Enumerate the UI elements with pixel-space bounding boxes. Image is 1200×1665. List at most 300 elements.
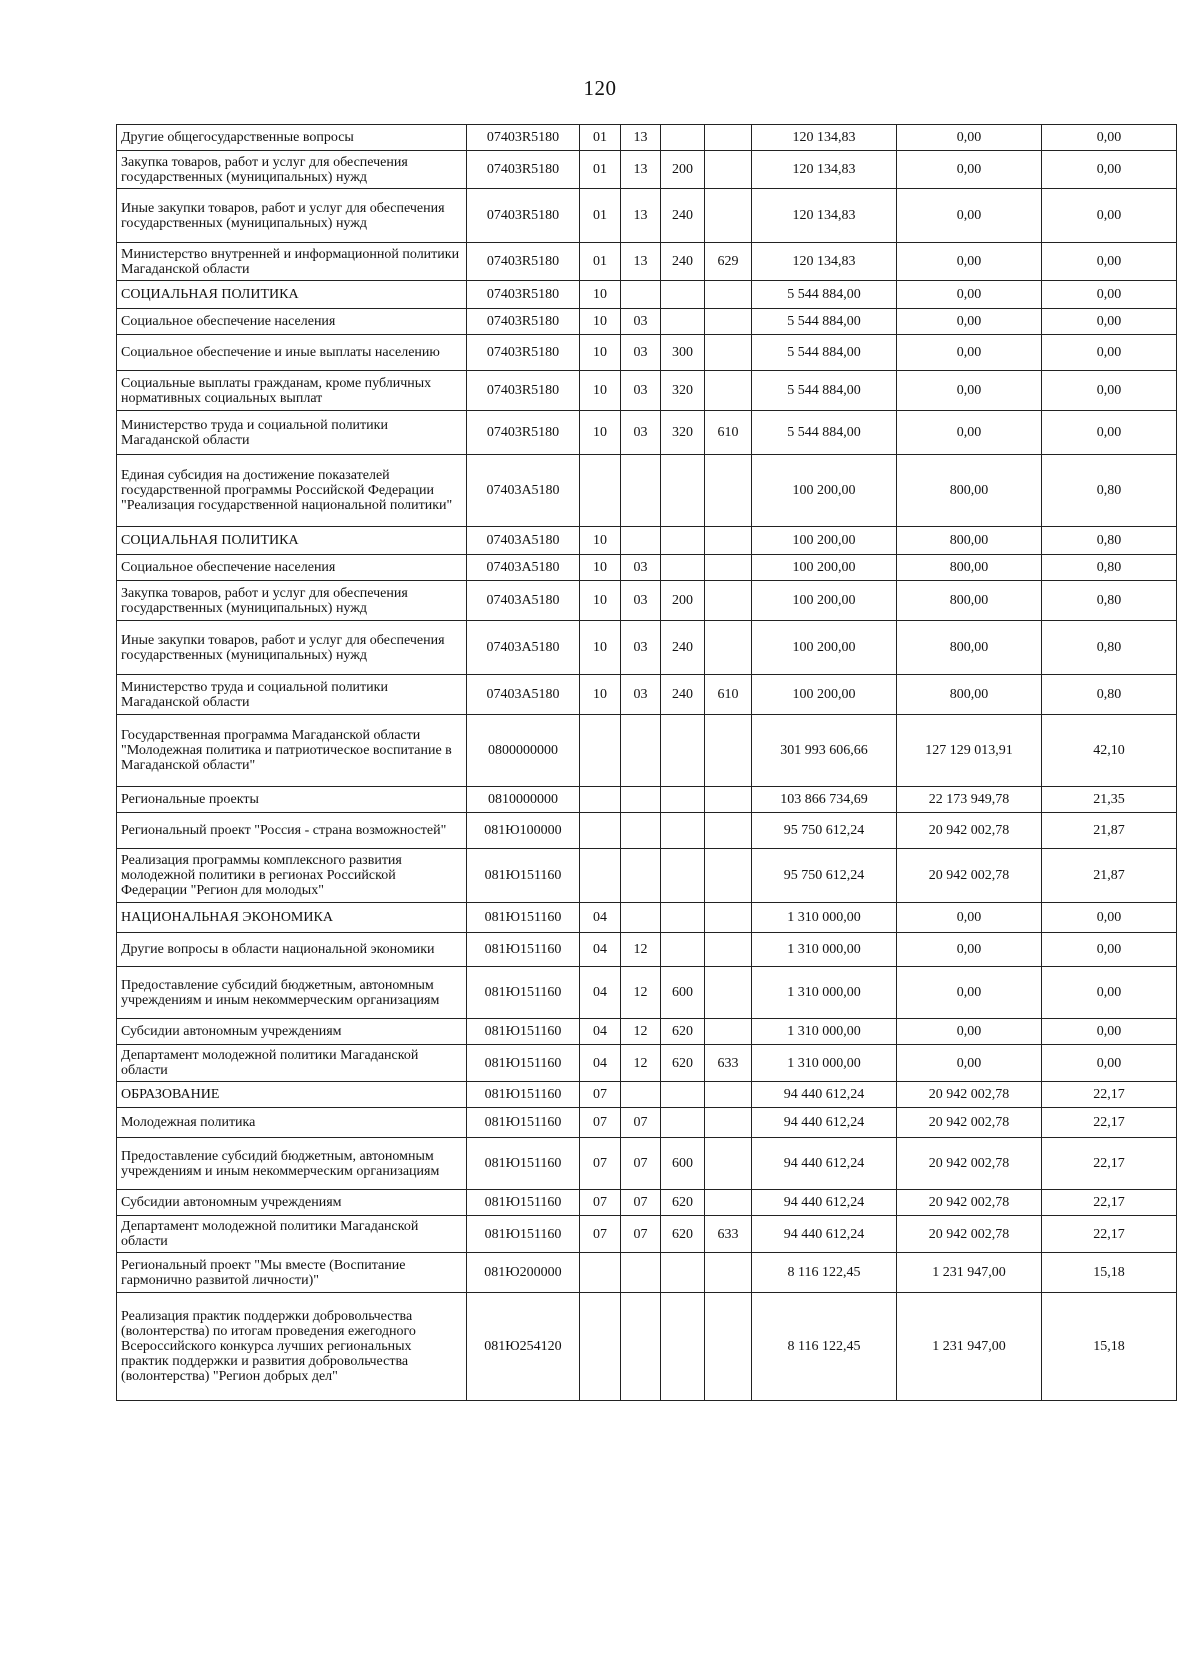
section-code: [580, 813, 621, 849]
administrator-code: [705, 455, 752, 527]
row-name: Региональный проект "Мы вместе (Воспитание гармонично развитой личности)": [117, 1253, 467, 1293]
section-code: [580, 1293, 621, 1401]
expense-type-code: 320: [661, 411, 705, 455]
subsection-code: [621, 813, 661, 849]
administrator-code: [705, 125, 752, 151]
subsection-code: 03: [621, 371, 661, 411]
table-row: [117, 787, 1177, 813]
execution-percent: 21,35: [1042, 787, 1177, 813]
execution-percent: 0,00: [1042, 125, 1177, 151]
row-name: Социальное обеспечение населения: [117, 309, 467, 335]
execution-percent: 21,87: [1042, 849, 1177, 903]
row-name: Предоставление субсидий бюджетным, автономным учреждениям и иным некоммерческим организациям: [117, 967, 467, 1019]
subsection-code: 07: [621, 1190, 661, 1216]
subsection-code: [621, 715, 661, 787]
section-code: 07: [580, 1190, 621, 1216]
row-name: Субсидии автономным учреждениям: [117, 1190, 467, 1216]
table-row: [117, 243, 1177, 281]
executed-amount: 0,00: [897, 309, 1042, 335]
target-code: 07403A5180: [467, 581, 580, 621]
row-name: Министерство труда и социальной политики Магаданской области: [117, 411, 467, 455]
executed-amount: 0,00: [897, 335, 1042, 371]
executed-amount: 800,00: [897, 675, 1042, 715]
executed-amount: 20 942 002,78: [897, 1138, 1042, 1190]
row-name: Закупка товаров, работ и услуг для обеспечения государственных (муниципальных) нужд: [117, 151, 467, 189]
target-code: 07403R5180: [467, 371, 580, 411]
execution-percent: 0,80: [1042, 675, 1177, 715]
administrator-code: [705, 335, 752, 371]
table-row: [117, 189, 1177, 243]
administrator-code: 629: [705, 243, 752, 281]
section-code: 01: [580, 189, 621, 243]
expense-type-code: [661, 281, 705, 309]
approved-amount: 100 200,00: [752, 455, 897, 527]
expense-type-code: [661, 715, 705, 787]
expense-type-code: 620: [661, 1216, 705, 1253]
target-code: 07403A5180: [467, 527, 580, 555]
executed-amount: 0,00: [897, 281, 1042, 309]
target-code: 081Ю151160: [467, 933, 580, 967]
expense-type-code: 620: [661, 1045, 705, 1082]
expense-type-code: 240: [661, 621, 705, 675]
table-row: [117, 1293, 1177, 1401]
target-code: 07403A5180: [467, 555, 580, 581]
approved-amount: 8 116 122,45: [752, 1293, 897, 1401]
execution-percent: 0,00: [1042, 281, 1177, 309]
administrator-code: [705, 1253, 752, 1293]
executed-amount: 20 942 002,78: [897, 1108, 1042, 1138]
approved-amount: 100 200,00: [752, 675, 897, 715]
execution-percent: 0,80: [1042, 455, 1177, 527]
approved-amount: 1 310 000,00: [752, 1019, 897, 1045]
administrator-code: [705, 1138, 752, 1190]
table-row: [117, 411, 1177, 455]
subsection-code: [621, 849, 661, 903]
expense-type-code: 300: [661, 335, 705, 371]
section-code: 04: [580, 967, 621, 1019]
subsection-code: 03: [621, 675, 661, 715]
expense-type-code: 200: [661, 151, 705, 189]
subsection-code: [621, 787, 661, 813]
subsection-code: 13: [621, 189, 661, 243]
table-row: [117, 281, 1177, 309]
table-row: [117, 1216, 1177, 1253]
executed-amount: 20 942 002,78: [897, 813, 1042, 849]
executed-amount: 0,00: [897, 933, 1042, 967]
approved-amount: 103 866 734,69: [752, 787, 897, 813]
subsection-code: [621, 281, 661, 309]
administrator-code: [705, 849, 752, 903]
administrator-code: [705, 933, 752, 967]
expense-type-code: [661, 903, 705, 933]
row-name: Региональные проекты: [117, 787, 467, 813]
subsection-code: [621, 1253, 661, 1293]
approved-amount: 1 310 000,00: [752, 967, 897, 1019]
execution-percent: 0,00: [1042, 371, 1177, 411]
table-row: [117, 621, 1177, 675]
expense-type-code: [661, 455, 705, 527]
section-code: 10: [580, 371, 621, 411]
row-name: Иные закупки товаров, работ и услуг для обеспечения государственных (муниципальных) нужд: [117, 621, 467, 675]
row-name: Социальные выплаты гражданам, кроме публичных нормативных социальных выплат: [117, 371, 467, 411]
execution-percent: 0,80: [1042, 555, 1177, 581]
executed-amount: 0,00: [897, 125, 1042, 151]
section-code: 01: [580, 125, 621, 151]
executed-amount: 0,00: [897, 1045, 1042, 1082]
execution-percent: 0,00: [1042, 903, 1177, 933]
approved-amount: 100 200,00: [752, 621, 897, 675]
execution-percent: 0,80: [1042, 527, 1177, 555]
target-code: 07403R5180: [467, 151, 580, 189]
approved-amount: 94 440 612,24: [752, 1108, 897, 1138]
target-code: 081Ю151160: [467, 1082, 580, 1108]
row-name: Социальное обеспечение и иные выплаты населению: [117, 335, 467, 371]
section-code: [580, 787, 621, 813]
row-name: Другие общегосударственные вопросы: [117, 125, 467, 151]
execution-percent: 0,00: [1042, 189, 1177, 243]
expense-type-code: [661, 1108, 705, 1138]
section-code: 01: [580, 151, 621, 189]
approved-amount: 95 750 612,24: [752, 849, 897, 903]
row-name: ОБРАЗОВАНИЕ: [117, 1082, 467, 1108]
administrator-code: [705, 903, 752, 933]
administrator-code: [705, 1293, 752, 1401]
administrator-code: [705, 1082, 752, 1108]
target-code: 081Ю151160: [467, 849, 580, 903]
administrator-code: [705, 309, 752, 335]
row-name: Другие вопросы в области национальной экономики: [117, 933, 467, 967]
table-row: [117, 151, 1177, 189]
executed-amount: 800,00: [897, 581, 1042, 621]
table-row: [117, 1045, 1177, 1082]
section-code: 10: [580, 555, 621, 581]
executed-amount: 22 173 949,78: [897, 787, 1042, 813]
section-code: 04: [580, 1019, 621, 1045]
executed-amount: 20 942 002,78: [897, 1190, 1042, 1216]
expense-type-code: [661, 555, 705, 581]
section-code: [580, 849, 621, 903]
row-name: Социальное обеспечение населения: [117, 555, 467, 581]
page-number: 120: [583, 76, 617, 100]
subsection-code: 13: [621, 243, 661, 281]
expense-type-code: 200: [661, 581, 705, 621]
row-name: Иные закупки товаров, работ и услуг для обеспечения государственных (муниципальных) нужд: [117, 189, 467, 243]
row-name: Предоставление субсидий бюджетным, автономным учреждениям и иным некоммерческим организациям: [117, 1138, 467, 1190]
target-code: 07403R5180: [467, 189, 580, 243]
table-row: [117, 849, 1177, 903]
target-code: 0810000000: [467, 787, 580, 813]
table-row: [117, 1108, 1177, 1138]
section-code: 07: [580, 1108, 621, 1138]
administrator-code: [705, 813, 752, 849]
target-code: 081Ю151160: [467, 1138, 580, 1190]
administrator-code: [705, 1190, 752, 1216]
subsection-code: 03: [621, 621, 661, 675]
target-code: 081Ю254120: [467, 1293, 580, 1401]
row-name: Государственная программа Магаданской области "Молодежная политика и патриотическое воспитание в Магаданской области": [117, 715, 467, 787]
approved-amount: 1 310 000,00: [752, 903, 897, 933]
subsection-code: 12: [621, 967, 661, 1019]
target-code: 07403A5180: [467, 455, 580, 527]
execution-percent: 22,17: [1042, 1138, 1177, 1190]
executed-amount: 0,00: [897, 371, 1042, 411]
table-row: [117, 555, 1177, 581]
approved-amount: 5 544 884,00: [752, 335, 897, 371]
expense-type-code: [661, 125, 705, 151]
subsection-code: 13: [621, 125, 661, 151]
row-name: СОЦИАЛЬНАЯ ПОЛИТИКА: [117, 281, 467, 309]
target-code: 0800000000: [467, 715, 580, 787]
section-code: 10: [580, 621, 621, 675]
execution-percent: 22,17: [1042, 1216, 1177, 1253]
section-code: 01: [580, 243, 621, 281]
expense-type-code: 240: [661, 189, 705, 243]
target-code: 07403R5180: [467, 125, 580, 151]
section-code: 10: [580, 335, 621, 371]
table-row: [117, 903, 1177, 933]
target-code: 07403R5180: [467, 281, 580, 309]
target-code: 081Ю151160: [467, 1108, 580, 1138]
approved-amount: 94 440 612,24: [752, 1138, 897, 1190]
section-code: 10: [580, 581, 621, 621]
execution-percent: 22,17: [1042, 1108, 1177, 1138]
table-row: [117, 581, 1177, 621]
executed-amount: 0,00: [897, 967, 1042, 1019]
row-name: Департамент молодежной политики Магаданской области: [117, 1216, 467, 1253]
subsection-code: 12: [621, 1019, 661, 1045]
row-name: НАЦИОНАЛЬНАЯ ЭКОНОМИКА: [117, 903, 467, 933]
approved-amount: 120 134,83: [752, 189, 897, 243]
row-name: Министерство труда и социальной политики Магаданской области: [117, 675, 467, 715]
target-code: 07403R5180: [467, 243, 580, 281]
administrator-code: [705, 1108, 752, 1138]
table-row: [117, 715, 1177, 787]
expense-type-code: [661, 849, 705, 903]
table-row: [117, 1019, 1177, 1045]
subsection-code: 03: [621, 555, 661, 581]
approved-amount: 94 440 612,24: [752, 1082, 897, 1108]
execution-percent: 0,00: [1042, 967, 1177, 1019]
section-code: [580, 455, 621, 527]
section-code: 07: [580, 1216, 621, 1253]
table-row: [117, 1190, 1177, 1216]
row-name: Министерство внутренней и информационной политики Магаданской области: [117, 243, 467, 281]
executed-amount: 20 942 002,78: [897, 1082, 1042, 1108]
execution-percent: 15,18: [1042, 1293, 1177, 1401]
executed-amount: 800,00: [897, 621, 1042, 675]
execution-percent: 42,10: [1042, 715, 1177, 787]
table-row: [117, 967, 1177, 1019]
section-code: 04: [580, 903, 621, 933]
approved-amount: 100 200,00: [752, 527, 897, 555]
executed-amount: 1 231 947,00: [897, 1293, 1042, 1401]
executed-amount: 20 942 002,78: [897, 1216, 1042, 1253]
execution-percent: 0,80: [1042, 621, 1177, 675]
administrator-code: [705, 581, 752, 621]
execution-percent: 21,87: [1042, 813, 1177, 849]
approved-amount: 1 310 000,00: [752, 933, 897, 967]
target-code: 081Ю200000: [467, 1253, 580, 1293]
administrator-code: [705, 281, 752, 309]
target-code: 081Ю151160: [467, 1190, 580, 1216]
target-code: 07403A5180: [467, 621, 580, 675]
section-code: 10: [580, 309, 621, 335]
administrator-code: 610: [705, 411, 752, 455]
executed-amount: 0,00: [897, 1019, 1042, 1045]
subsection-code: 03: [621, 411, 661, 455]
subsection-code: 12: [621, 1045, 661, 1082]
subsection-code: [621, 903, 661, 933]
execution-percent: 0,00: [1042, 243, 1177, 281]
approved-amount: 1 310 000,00: [752, 1045, 897, 1082]
expense-type-code: 620: [661, 1190, 705, 1216]
target-code: 081Ю151160: [467, 903, 580, 933]
approved-amount: 5 544 884,00: [752, 309, 897, 335]
expense-type-code: 240: [661, 675, 705, 715]
executed-amount: 20 942 002,78: [897, 849, 1042, 903]
subsection-code: 07: [621, 1216, 661, 1253]
section-code: 07: [580, 1082, 621, 1108]
row-name: Департамент молодежной политики Магаданской области: [117, 1045, 467, 1082]
table-row: [117, 371, 1177, 411]
administrator-code: [705, 715, 752, 787]
section-code: 07: [580, 1138, 621, 1190]
executed-amount: 0,00: [897, 903, 1042, 933]
approved-amount: 94 440 612,24: [752, 1190, 897, 1216]
execution-percent: 0,00: [1042, 1045, 1177, 1082]
target-code: 081Ю151160: [467, 1045, 580, 1082]
table-row: [117, 675, 1177, 715]
execution-percent: 0,00: [1042, 411, 1177, 455]
section-code: [580, 1253, 621, 1293]
administrator-code: [705, 967, 752, 1019]
execution-percent: 0,80: [1042, 581, 1177, 621]
administrator-code: 610: [705, 675, 752, 715]
approved-amount: 5 544 884,00: [752, 371, 897, 411]
administrator-code: [705, 189, 752, 243]
administrator-code: [705, 151, 752, 189]
subsection-code: [621, 455, 661, 527]
table-body: [117, 125, 1177, 1401]
administrator-code: 633: [705, 1216, 752, 1253]
expense-type-code: [661, 787, 705, 813]
expense-type-code: [661, 933, 705, 967]
subsection-code: 03: [621, 335, 661, 371]
row-name: Реализация программы комплексного развития молодежной политики в регионах Российской Федерации "Регион для молодых": [117, 849, 467, 903]
row-name: Субсидии автономным учреждениям: [117, 1019, 467, 1045]
administrator-code: [705, 555, 752, 581]
execution-percent: 22,17: [1042, 1082, 1177, 1108]
executed-amount: 800,00: [897, 555, 1042, 581]
target-code: 07403R5180: [467, 411, 580, 455]
executed-amount: 800,00: [897, 527, 1042, 555]
execution-percent: 0,00: [1042, 309, 1177, 335]
expense-type-code: 620: [661, 1019, 705, 1045]
administrator-code: [705, 787, 752, 813]
table-row: [117, 1138, 1177, 1190]
target-code: 081Ю151160: [467, 1216, 580, 1253]
section-code: [580, 715, 621, 787]
executed-amount: 0,00: [897, 151, 1042, 189]
target-code: 07403R5180: [467, 335, 580, 371]
target-code: 081Ю151160: [467, 967, 580, 1019]
approved-amount: 8 116 122,45: [752, 1253, 897, 1293]
execution-percent: 0,00: [1042, 335, 1177, 371]
row-name: СОЦИАЛЬНАЯ ПОЛИТИКА: [117, 527, 467, 555]
table-row: [117, 527, 1177, 555]
administrator-code: [705, 527, 752, 555]
approved-amount: 94 440 612,24: [752, 1216, 897, 1253]
subsection-code: 03: [621, 309, 661, 335]
table-row: [117, 455, 1177, 527]
execution-percent: 0,00: [1042, 933, 1177, 967]
executed-amount: 127 129 013,91: [897, 715, 1042, 787]
executed-amount: 0,00: [897, 411, 1042, 455]
expense-type-code: [661, 527, 705, 555]
table-row: [117, 309, 1177, 335]
expense-type-code: 240: [661, 243, 705, 281]
approved-amount: 5 544 884,00: [752, 281, 897, 309]
expense-type-code: [661, 813, 705, 849]
approved-amount: 5 544 884,00: [752, 411, 897, 455]
approved-amount: 120 134,83: [752, 243, 897, 281]
row-name: Единая субсидия на достижение показателей государственной программы Российской Федерации "Реализация государственной национальной политики": [117, 455, 467, 527]
approved-amount: 301 993 606,66: [752, 715, 897, 787]
section-code: 10: [580, 411, 621, 455]
executed-amount: 800,00: [897, 455, 1042, 527]
approved-amount: 100 200,00: [752, 581, 897, 621]
expense-type-code: [661, 1082, 705, 1108]
executed-amount: 0,00: [897, 243, 1042, 281]
expense-type-code: [661, 309, 705, 335]
table-row: [117, 335, 1177, 371]
approved-amount: 100 200,00: [752, 555, 897, 581]
approved-amount: 120 134,83: [752, 125, 897, 151]
expense-type-code: [661, 1293, 705, 1401]
approved-amount: 95 750 612,24: [752, 813, 897, 849]
table-row: [117, 933, 1177, 967]
table-row: [117, 1253, 1177, 1293]
table-row: [117, 1082, 1177, 1108]
subsection-code: 07: [621, 1108, 661, 1138]
row-name: Закупка товаров, работ и услуг для обеспечения государственных (муниципальных) нужд: [117, 581, 467, 621]
section-code: 10: [580, 527, 621, 555]
table-row: [117, 125, 1177, 151]
row-name: Реализация практик поддержки добровольчества (волонтерства) по итогам проведения ежегодного Всероссийского конкурса лучших региональных практик поддержки и развития добровольчества (волонтерства) "Регион добрых дел": [117, 1293, 467, 1401]
expense-type-code: [661, 1253, 705, 1293]
execution-percent: 0,00: [1042, 151, 1177, 189]
administrator-code: [705, 371, 752, 411]
expense-type-code: 320: [661, 371, 705, 411]
expense-type-code: 600: [661, 1138, 705, 1190]
executed-amount: 0,00: [897, 189, 1042, 243]
administrator-code: [705, 621, 752, 675]
subsection-code: 13: [621, 151, 661, 189]
section-code: 04: [580, 933, 621, 967]
target-code: 081Ю151160: [467, 1019, 580, 1045]
subsection-code: 07: [621, 1138, 661, 1190]
subsection-code: [621, 527, 661, 555]
execution-percent: 0,00: [1042, 1019, 1177, 1045]
subsection-code: 12: [621, 933, 661, 967]
table-row: [117, 813, 1177, 849]
execution-percent: 22,17: [1042, 1190, 1177, 1216]
approved-amount: 120 134,83: [752, 151, 897, 189]
section-code: 04: [580, 1045, 621, 1082]
row-name: Молодежная политика: [117, 1108, 467, 1138]
administrator-code: [705, 1019, 752, 1045]
target-code: 07403A5180: [467, 675, 580, 715]
